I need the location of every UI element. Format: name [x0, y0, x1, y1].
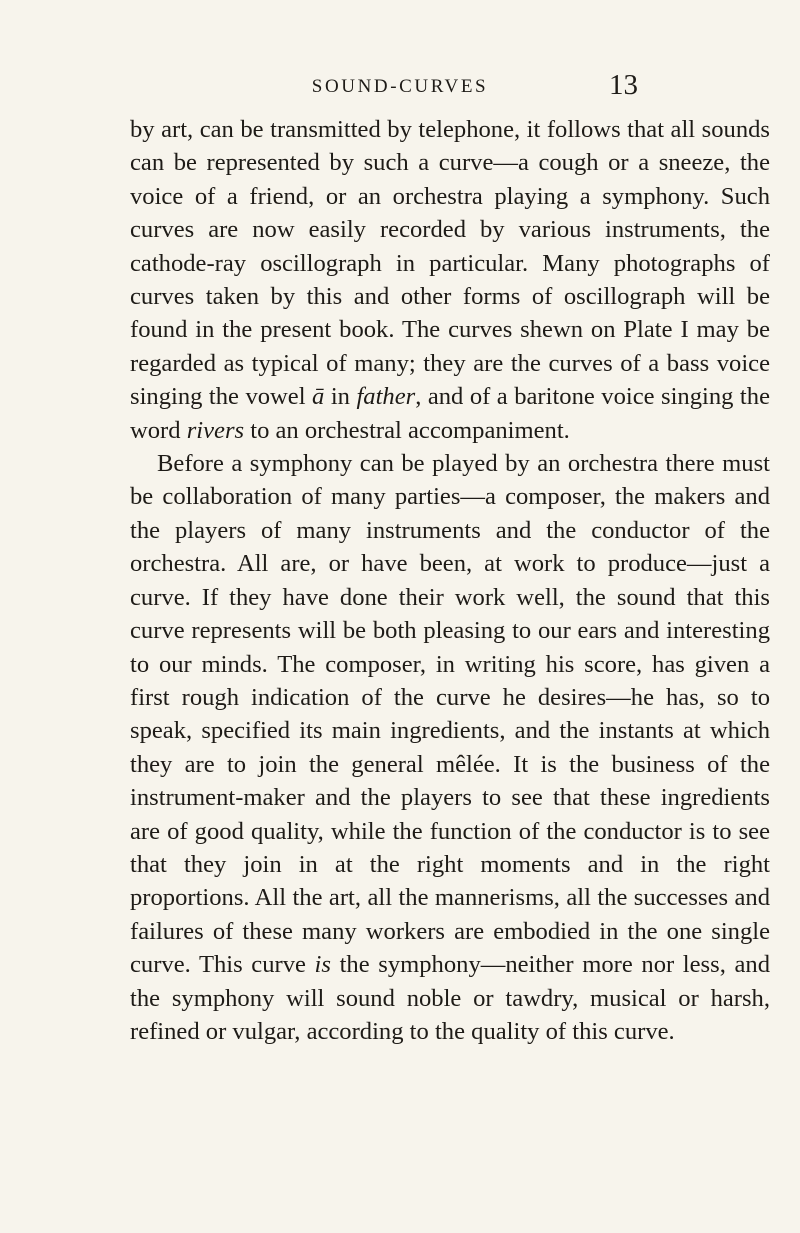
italic-vowel: ā [312, 383, 325, 411]
running-title: SOUND-CURVES [311, 76, 489, 97]
text-run: Before a symphony can be played by an orchestra there must be collaboration of many parties—a composer, the makers and the players of many instruments and the conductor of the orchestra. All are, or have been, at work to produce—just a curve. If they have done their work well, the sound that this curve represents will be both pleasing to our ears and interesting to our minds. The composer, in writing his score, has given a first rough indication of the curve he desires—he has, so to speak, specified its main ingredients, and the instants at which they are to join the general mêlée. It is the business of the instrument-maker and the players to see that these ingredients are of good quality, while the function of the conductor is to see that they join in at the right moments and in the right proportions. All the art, all the mannerisms, all the successes and failures of these many workers are embodied in the one single curve. This curve [130, 450, 770, 979]
text-run: to an orchestral accompaniment. [244, 416, 570, 444]
text-run: , and of a baritone voice singing the word [130, 383, 770, 444]
text-run: the symphony—neither more nor less, and the symphony will sound noble or tawdry, musical or harsh, refined or vulgar, according to the quality of this curve. [130, 951, 770, 1045]
italic-word-rivers: rivers [186, 416, 245, 444]
text-run: in [324, 383, 357, 411]
paragraph [130, 113, 770, 447]
body-text [130, 113, 770, 1048]
page-header [0, 70, 800, 110]
text-run: by art, can be transmitted by telephone, it follows that all sounds can be represented by such a curve—a cough or a sneeze, the voice of a friend, or an orchestra playing a symphony. Such curves are now easily recorded by various instruments, the cathode-ray oscillograph in particular. Many photographs of curves taken by this and other forms of oscillograph will be found in the present book. The curves shewn on Plate I may be regarded as typical of many; they are the curves of a bass voice singing the vowel [130, 116, 770, 411]
paragraph [130, 447, 770, 1048]
italic-word-is: is [314, 951, 331, 979]
italic-word-father: father [356, 383, 416, 411]
page-number: 13 [609, 69, 638, 101]
